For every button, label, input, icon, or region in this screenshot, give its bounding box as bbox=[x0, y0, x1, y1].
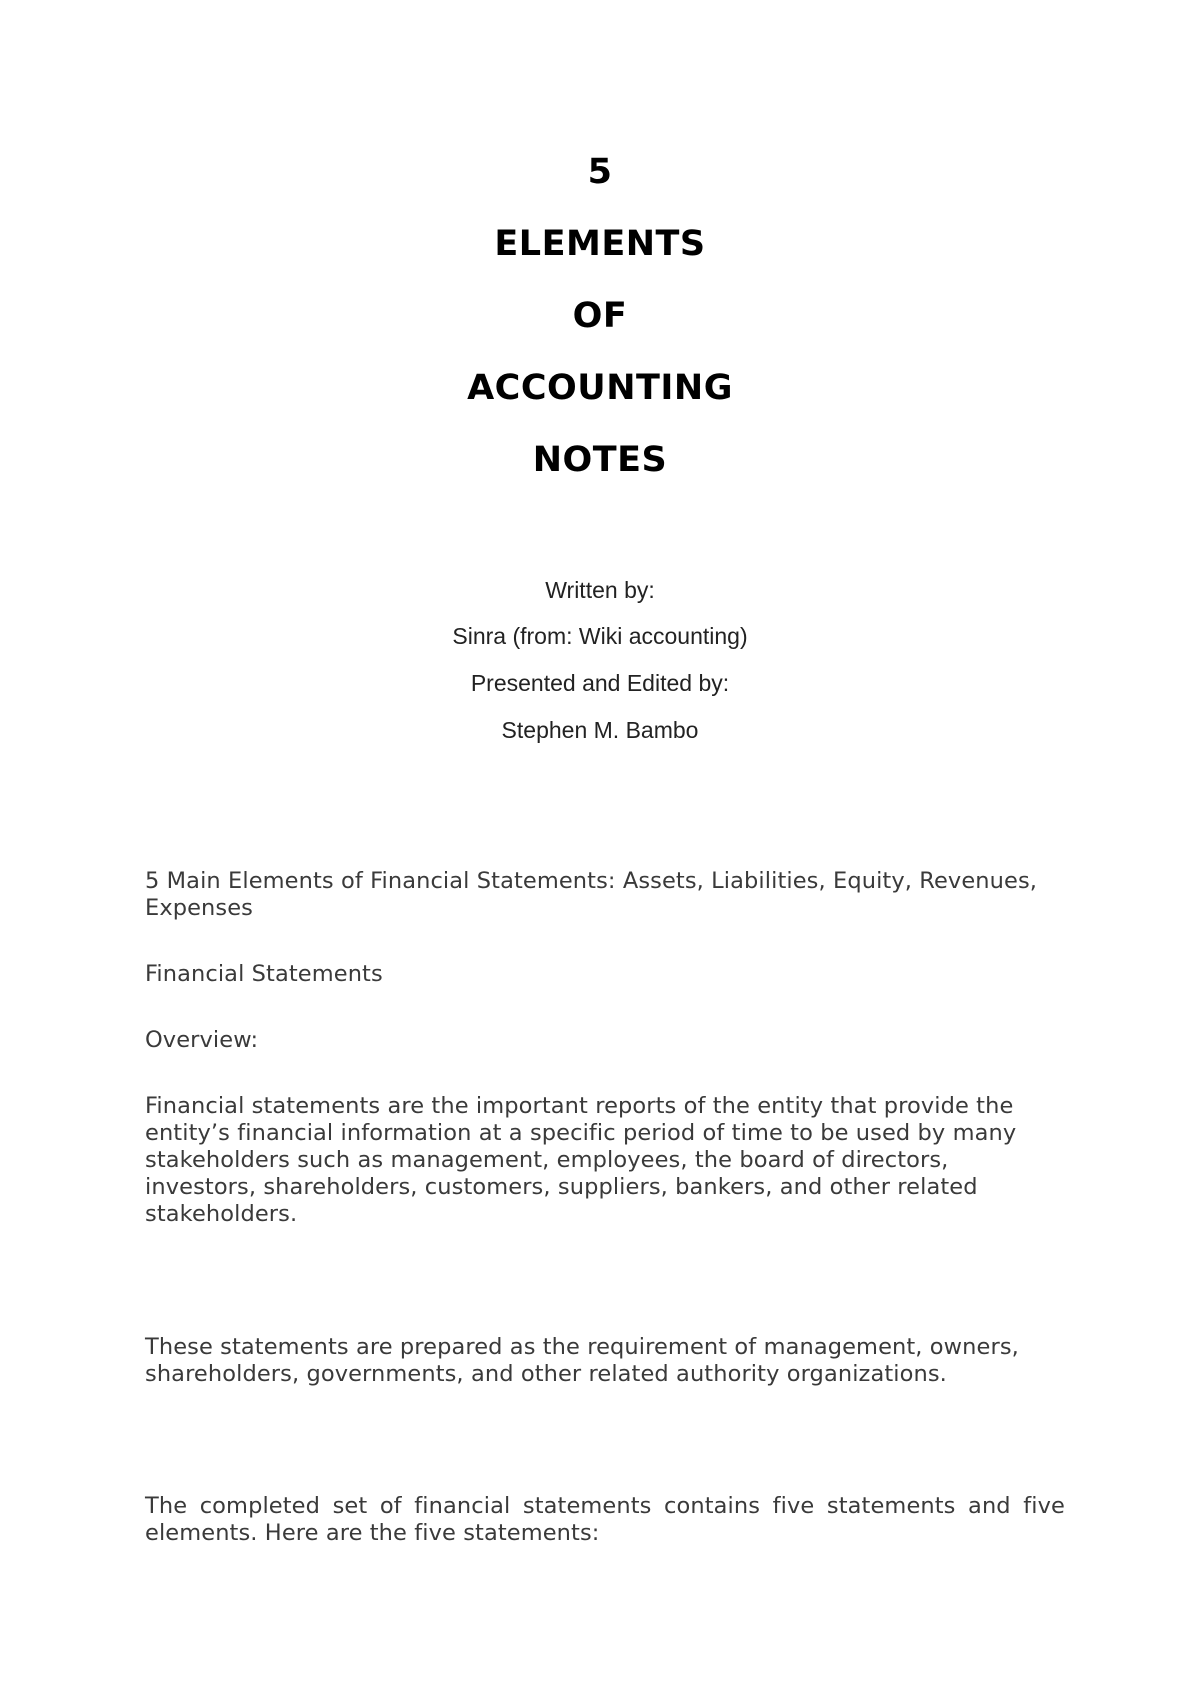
title-line-notes: NOTES bbox=[532, 440, 668, 480]
editor-name: Stephen M. Bambo bbox=[501, 717, 699, 743]
title-line-accounting: ACCOUNTING bbox=[467, 368, 733, 408]
title-line-elements: ELEMENTS bbox=[494, 224, 706, 264]
author-name: Sinra (from: Wiki accounting) bbox=[452, 623, 748, 649]
document-heading: 5 Main Elements of Financial Statements: Assets, Liabilities, Equity, Revenues, Expenses bbox=[145, 868, 1038, 921]
paragraph-requirements: These statements are prepared as the requirement of management, owners, shareholders, governments, and other related authority organizations. bbox=[145, 1334, 1019, 1387]
paragraph-five-statements: The completed set of financial statements contains five statements and five elements. Here are the five statements: bbox=[145, 1493, 1065, 1546]
overview-label: Overview: bbox=[145, 1027, 259, 1053]
written-by-label: Written by: bbox=[545, 577, 655, 603]
paragraph-financial-statements: Financial statements are the important reports of the entity that provide the entity’s financial information at a specific period of time to be used by many stakeholders such as management, employees, the board of directors, investors, shareholders, customers, suppliers, bankers, and other related stakeholders. bbox=[145, 1093, 1017, 1227]
edited-by-label: Presented and Edited by: bbox=[470, 670, 730, 696]
title-line-of: OF bbox=[572, 296, 628, 336]
title-line-number: 5 bbox=[587, 152, 613, 192]
section-title: Financial Statements bbox=[145, 961, 383, 987]
